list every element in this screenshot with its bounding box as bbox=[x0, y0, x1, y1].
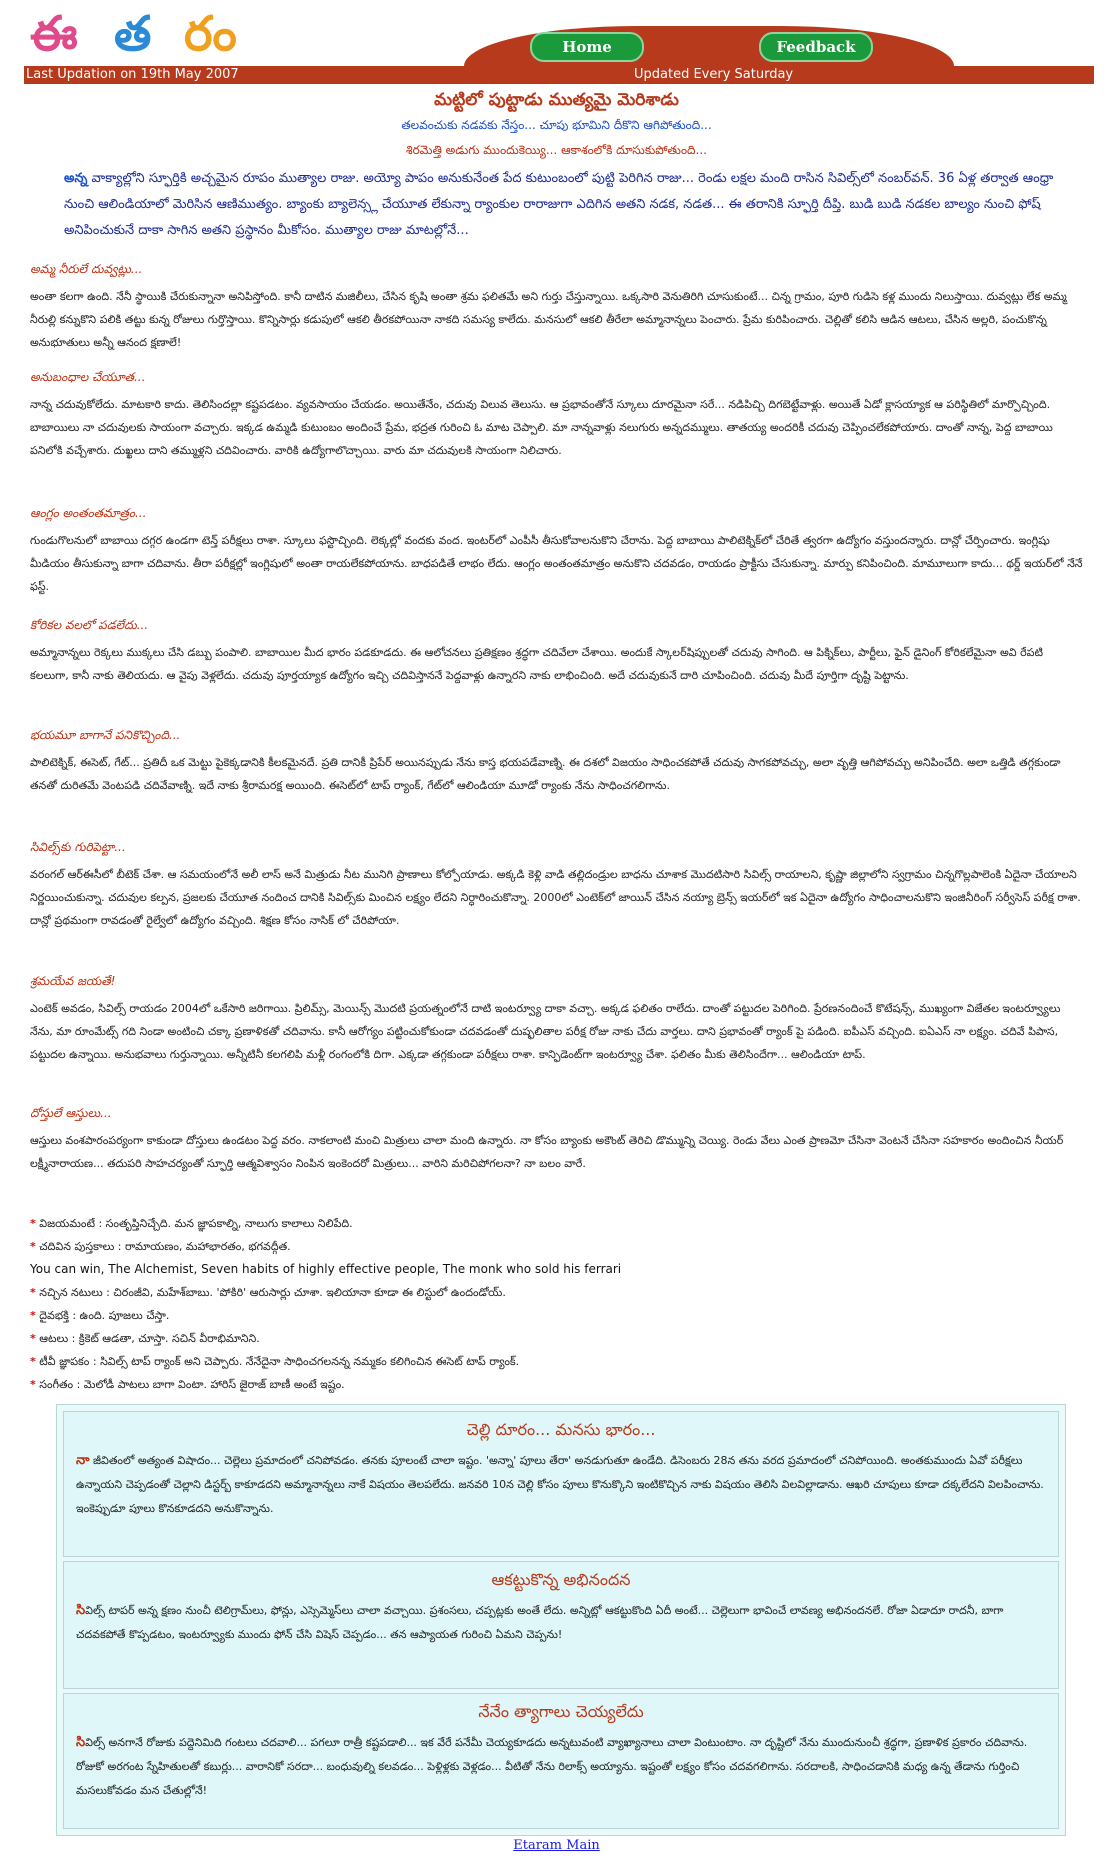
box-lead: సి bbox=[76, 1603, 86, 1618]
nav-bar bbox=[464, 26, 954, 66]
box-lead: సి bbox=[76, 1735, 86, 1750]
fact-text: టీవీ జ్ఞాపకం : సివిల్స్ టాప్ ర్యాంక్ అని చెప్పారు. నేనేదైనా సాధించగలనన్న నమ్మకం కలిగించిన ఈసెట్ టాప్ ర్యాంక్. bbox=[39, 1355, 520, 1368]
intro-text: వాక్యాల్లోని స్ఫూర్తికి అచ్చమైన రూపం ముత్యాల రాజు. అయ్యో పాపం అనుకునేంత పేద కుటుంబంలో పుట్టి పెరిగిన రాజు... రెండు లక్షల మంది రాసిన సివిల్స్‌లో నంబర్‌వన్. 36 ఏళ్ల తర్వాత ఆంధ్రా నుంచి ఆలిండియాలో మెరిసిన ఆణిముత్యం. బ్యాంకు బ్యాలెన్స్ల చేయూత లేకున్నా ర్యాంకుల రారాజుగా ఎదిగిన అతని నడక, నడత... ఈ తరానికి స్ఫూర్తి దీప్తి. బుడి బుడి నడకల బాల్యం నుంచి ఫోష్ అనిపించుకునే దాకా సాగిన అతని ప్రస్థానం మీకోసం. ముత్యాల రాజు మాటల్లోనే... bbox=[64, 171, 1054, 238]
fact-item bbox=[30, 1304, 1090, 1327]
fact-text: సంగీతం : మెలోడీ పాటలు బాగా వింటా. హారిస్ జైరాజ్ బాణీ అంటే ఇష్టం. bbox=[39, 1378, 345, 1391]
box-congratulation bbox=[63, 1561, 1059, 1689]
section-body: గుండుగొలనులో బాబాయి దగ్గర ఉండగా టెన్త్ పరీక్షలు రాశా. స్కూలు ఫస్టొచ్చింది. లెక్కల్లో వందకు వంద. ఇంటర్‌లో ఎంపీసీ తీసుకోవాలనుకొని చేరాను. పెద్ద బాబాయి పాలిటెక్నిక్‌లో చేరితే త్వరగా ఉద్యోగం వస్తుందన్నారు. దాన్లో చేర్పించారు. ఇంగ్లిషు మీడియం తీసుకున్నా బాగా చదివాను. తీరా పరీక్షల్లో ఇంగ్లిషులో అంతా రాయలేకపోయాను. బాధపడితే లాభం లేదు. ఆంగ్లం అంతంతమాత్రం అనుకొని చదవడం, రాయడం ప్రాక్టీసు చేసుకున్నా. మార్పు కనిపించింది. మామూలుగా కాదు... థర్డ్ ఇయర్‌లో నేనే ఫస్ట్. bbox=[30, 534, 1083, 593]
verse-line-2: శిరమెత్తి అడుగు ముందుకెయ్యి... ఆకాశంలోకి దూసుకుపోతుంది... bbox=[406, 143, 707, 157]
fact-item bbox=[30, 1258, 1090, 1281]
logo-glyph: త bbox=[114, 6, 152, 62]
section-heading: కోరికల వలలో పడలేదు... bbox=[30, 618, 149, 632]
box-text: విల్స్ అనగానే రోజుకు పద్దెనిమిది గంటలు చదవాలి... పగలూ రాత్రీ కష్టపడాలి... ఇక వేరే పనేమీ చెయ్యకూడదు అన్నటువంటి వ్యాఖ్యానాలు చాలా వింటుంటాం. నా దృష్టిలో నేను ముందునుంచీ శ్రద్ధగా, ప్రణాళిక ప్రకారం చదివాను. రోజుకో అరగంట స్నేహితులతో కబుర్లు... వారానికో సరదా... బంధువుల్ని కలవడం... పెళ్లిళ్లకు వెళ్లడం... వీటితో నేను రిలాక్స్ అయ్యాను. ఇష్టంతో లక్ష్యం కోసం చదవగలిగాను. సరదాలకి, సాధించడానికి మధ్య ఉన్న తేడాను గుర్తించి మసలుకోవడం మన చేతుల్లోనే! bbox=[76, 1736, 1028, 1797]
section-body: అమ్మానాన్నలు రెక్కలు ముక్కలు చేసి డబ్బు పంపాలి. బాబాయిల మీద భారం పడకూడదు. ఈ ఆలోచనలు ప్రతిక్షణం శ్రద్ధగా చదివేలా చేశాయి. అందుకే స్కాలర్‌షిప్పులతో చదువు సాగింది. ఆ పిక్నిక్‌లు, పార్టీలు, ఫైన్ డైనింగ్ కోరికలేమైనా అవి రేపటి కలలుగా, కానీ నాకు తెలియదు. ఆ వైపు వెళ్లలేదు. చదువు పూర్తయ్యాక ఉద్యోగం ఇచ్చి చదివిస్తాననే పెద్దవాళ్లు ఉన్నారని నాకు లాభించింది. అదే చదువుకునే దారి చూపించింది. చదువు మీదే పూర్తిగా దృష్టి పెట్టాను. bbox=[30, 646, 1043, 682]
fact-text: చదివిన పుస్తకాలు : రామాయణం, మహాభారతం, భగవద్గీత. bbox=[39, 1240, 291, 1253]
fact-item bbox=[30, 1235, 1090, 1258]
star-icon: * bbox=[30, 1286, 36, 1299]
box-title: ఆకట్టుకొన్న అభినందన bbox=[491, 1570, 631, 1589]
fact-text: ఆటలు : క్రికెట్ ఆడతా, చూస్తా. సచిన్ వీరాభిమానిని. bbox=[39, 1332, 260, 1345]
box-lead: నా bbox=[76, 1453, 90, 1468]
section-heading: ఆంగ్లం అంతంతమాత్రం... bbox=[30, 506, 147, 520]
section-body: నాన్న చదువుకోలేదు. మాటకారి కాదు. తెలిసిందల్లా కష్టపడటం. వ్యవసాయం చేయడం. అయితేనేం, చదువు విలువ తెలుసు. ఆ ప్రభావంతోనే స్కూలు దూరమైనా సరే... నడిపిచ్చి దిగబెట్టేవాళ్లు. అయితే ఏడో క్లాసయ్యాక ఆ పరిస్థితిలో మార్పొచ్చింది. బాబాయిలు నా చదువులకు సాయంగా వచ్చారు. ఇక్కడ ఉమ్మడి కుటుంబం అందించే ప్రేమ, భద్రత గురించి ఓ మాట చెప్పాలి. మా నాన్నవాళ్లు నలుగురు అన్నదమ్ములు. తాతయ్య అందరికీ చదువు చెప్పించలేకపోయారు. దాంతో నాన్న, పెద్ద బాబాయి పనిలోకి వచ్చేశారు. దుఖ్ఖలు దాని తమ్ముళ్లని చదివించారు. వారికి ఉద్యోగాలొచ్చాయి. వారు మా చదువులకి సాయంగా నిలిచారు. bbox=[30, 398, 1053, 457]
star-icon: * bbox=[30, 1309, 36, 1322]
etaram-main-link[interactable]: Etaram Main bbox=[513, 1838, 600, 1853]
section-3 bbox=[30, 506, 1085, 598]
star-icon: * bbox=[30, 1240, 36, 1253]
section-heading: భయమూ బాగానే పనికొచ్చింది... bbox=[30, 728, 181, 742]
fact-item bbox=[30, 1373, 1090, 1396]
section-heading: అమ్మ నీరులే దువ్వట్లు... bbox=[30, 262, 143, 276]
section-7 bbox=[30, 974, 1085, 1066]
section-body: వరంగల్ ఆర్ఈసీలో బీటెక్ చేశా. ఆ సమయంలోనే అలీ లాస్ అనే మిత్రుడు నీట మునిగి ప్రాణాలు కోల్పోయాడు. అక్కడి కెళ్లి వాడి తల్లిదండ్రుల బాధను చూశాక మొదటిసారి సివిల్స్ రాయాలని, కృష్ణా జిల్లాలోని స్వగ్రామం చిన్నగొల్లపాలెంకి ఏదైనా చేయాలని నిర్ణయించుకున్నా. చదువుల కల్పన, ప్రజలకు చేయూత నందించ దానికి సివిల్స్‌కు మించిన లక్ష్యం లేదని నిర్ధారించుకొన్నా. 2000లో ఎంటెక్‌లో జాయిన్ చేసిన నయ్యా బ్రెన్స్ ఇయర్‌లో ఇక ఏదైనా ఉద్యోగం సాధించాలనుకొని ఇంజినీరింగ్ సర్వీసెస్ పరీక్ష రాశా. దాన్లో ప్రథమంగా రావడంతో రైల్వేలో ఉద్యోగం వచ్చింది. శిక్షణ కోసం నాసిక్ లో చేరిపోయా. bbox=[30, 868, 1081, 927]
site-logo[interactable] bbox=[24, 0, 304, 62]
logo-glyph: రం bbox=[184, 6, 237, 62]
box-sister bbox=[63, 1411, 1059, 1557]
fact-text: నచ్చిన నటులు : చిరంజీవి, మహేశ్‌బాబు. 'పోకిరి' ఆరుసార్లు చూశా. ఇలియానా కూడా ఈ లిస్టులో ఉందండోయ్. bbox=[39, 1286, 506, 1299]
section-body: అంతా కలగా ఉంది. నేనీ స్థాయికి చేరుకున్నానా అనిపిస్తోంది. కానీ దాటిన మజిలీలు, చేసిన కృషి అంతా శ్రమ ఫలితమే అని గుర్తు చేస్తున్నాయి. ఒక్కసారి వెనుతిరిగి చూసుకుంటే... చిన్న గ్రామం, పూరి గుడిసె కళ్ల ముందు నిలుస్తాయి. దువ్వట్లు లేక అమ్మ నీరుల్లి కన్నుకొని పలికి తట్టు కున్న రోజులు గుర్తొస్తాయి. కొన్నిసార్లు కడుపులో ఆకలి తీరకపోయినా నాకది సమస్య కాలేదు. మనసులో ఆకలి తీరేలా అమ్మానాన్నలు పెంచారు. ప్రేమ కురిపించారు. చెల్లితో కలిసి ఆడిన ఆటలు, చేసిన అల్లరి, పంచుకొన్న అనుభూతులు అన్నీ ఆనంద క్షణాలే! bbox=[30, 290, 1067, 349]
fact-text: విజయమంటే : సంతృప్తినిచ్చేది. మన జ్ఞాపకాల్ని, నాలుగు కాలాలు నిలిపేది. bbox=[39, 1217, 353, 1230]
star-icon: * bbox=[30, 1332, 36, 1345]
section-1 bbox=[30, 262, 1085, 354]
update-bar bbox=[24, 66, 1094, 84]
box-text: జీవితంలో అత్యంత విషాదం... చెల్లెలు ప్రమాదంలో చనిపోవడం. తనకు పూలంటే చాలా ఇష్టం. 'అన్నా' పూలు తేరా' అనడుగుతూ ఉండేది. డిసెంబరు 28న తను వరద ప్రమాదంలో చనిపోయింది. అంతకుముందు ఏవో పరీక్షలు ఉన్నాయని చెప్పడంతో చెల్లాని డిస్టర్బ్ కాకూడదని అమ్మానాన్నలు నాకే విషయం తెలపలేదు. జనవరి 10న చెల్లి కోసం పూలు కొనుక్కొని ఇంటికొచ్చిన నాకు విషయం తెలిసి విలవిల్లాడాను. ఆఖరి చూపులు కూడా దక్కలేదని విలపించాను. ఇంకెప్పుడూ పూలు కొనకూడదని అనుకొన్నాను. bbox=[76, 1454, 1044, 1515]
section-body: పాలిటెక్నిక్, ఈసెట్, గేట్... ప్రతిదీ ఒక మెట్టు పైకెక్కడానికి కీలకమైనదే. ప్రతి దానికీ ప్రిపేర్ అయినప్పుడు నేను కాస్త భయపడేవాణ్ని. ఈ దశలో విజయం సాధించకపోతే చదువు సాగకపోవచ్చు, అలా వృత్తి ఆగిపోవచ్చు అనిపించేది. అలా ఒత్తిడి తగ్గకుండా తనతో దురితమే వెంటపడి చదివేవాణ్ని. ఇదే నాకు శ్రీరామరక్ష అయింది. ఈసెట్‌లో టాప్ ర్యాంక్, గేట్‌లో ఆలిండియా మూడో ర్యాంకు నేను సాధించగలిగాను. bbox=[30, 756, 1061, 792]
box-text: విల్స్ టాపర్ అన్న క్షణం నుంచీ టెలిగ్రామ్‌లు, ఫోన్లు, ఎస్సెమ్మెస్‌లు చాలా వచ్చాయి. ప్రశంసలు, చప్పట్లకు అంతే లేదు. అన్నిట్లో ఆకట్టుకొంది ఏదీ అంటే... చెల్లెలుగా భావించే లావణ్య అభినందనలే. రోజా ఏడాదూ రాదనీ, బాగా చదవకపోతే కొప్పడటం, ఇంటర్వ్యూకు ముందు ఫోన్ చేసి విషెస్ చెప్పడం... తన ఆప్యాయత గురించి ఏమని చెప్పను! bbox=[76, 1604, 1004, 1641]
box-body bbox=[76, 1449, 1046, 1521]
star-icon: * bbox=[30, 1217, 36, 1230]
fact-item bbox=[30, 1281, 1090, 1304]
box-title: చెల్లి దూరం... మనసు భారం... bbox=[466, 1420, 656, 1439]
section-8 bbox=[30, 1106, 1085, 1175]
article-title: మట్టిలో పుట్టాడు ముత్యమై మెరిశాడు bbox=[434, 90, 679, 110]
star-icon: * bbox=[30, 1355, 36, 1368]
box-body bbox=[76, 1599, 1046, 1647]
fact-item bbox=[30, 1350, 1090, 1373]
section-5 bbox=[30, 728, 1085, 797]
section-heading: సివిల్స్‌కు గురిపెట్టా... bbox=[30, 840, 126, 854]
sidebar-boxes bbox=[56, 1404, 1066, 1836]
box-body bbox=[76, 1731, 1046, 1803]
verse-line-1: తలవంచుకు నడవకు నేస్తం... చూపు భూమిని దీకొని ఆగిపోతుంది... bbox=[401, 118, 712, 132]
section-body: ఎంటెక్ అవడం, సివిల్స్ రాయడం 2004లో ఒకేసారి జరిగాయి. ప్రిలిమ్స్, మెయిన్స్ మొదటి ప్రయత్నంలోనే దాటి ఇంటర్వ్యూ దాకా వచ్చా. అక్కడ ఫలితం రాలేదు. దాంతో పట్టుదల పెరిగింది. ప్రేరణనందించే కొటేషన్స్, ముఖ్యంగా విజేతల ఇంటర్వ్యూలు నేను, మా రూంమేట్స్ గది నిండా అంటించి చక్కా ప్రణాళికతో చదివాను. కానీ ఆరోగ్యం పట్టించుకోకుండా చదవడంతో దుష్ఫలితాల పరీక్ష రోజు నాకు చేదు వార్తలు. దాని ప్రభావంతో ర్యాంక్ పై పడింది. ఐపీఎస్ వచ్చింది. ఐఏఎస్ నా లక్ష్యం. చదివే పిపాస, పట్టుదల ఉన్నాయి. అనుభవాలు గుర్తున్నాయి. అన్నీటినీ కలగలిపి మళ్లీ రంగంలోకి దిగా. ఎక్కడా తగ్గకుండా పరీక్షలు రాశా. కాన్ఫిడెంట్‌గా ఇంటర్వ్యూ చేశా. ఫలితం మీకు తెలిసిందేగా... ఆలిండియా టాప్. bbox=[30, 1002, 1061, 1061]
footer bbox=[0, 1838, 1113, 1853]
updated-every-text: Updated Every Saturday bbox=[634, 67, 794, 82]
section-heading: అనుబంధాల చేయూత... bbox=[30, 370, 146, 384]
home-button[interactable]: Home bbox=[530, 32, 644, 62]
section-4 bbox=[30, 618, 1085, 687]
feedback-button[interactable]: Feedback bbox=[759, 32, 873, 62]
logo-glyph: ఈ bbox=[30, 6, 78, 62]
star-icon: * bbox=[30, 1378, 36, 1391]
intro-lead: అన్న bbox=[64, 171, 88, 186]
quick-facts-list bbox=[30, 1212, 1090, 1396]
fact-text: దైవభక్తి : ఉంది. పూజలు చేస్తా. bbox=[39, 1309, 170, 1322]
section-6 bbox=[30, 840, 1085, 932]
box-title: నేనేం త్యాగాలు చెయ్యలేదు bbox=[478, 1702, 644, 1721]
box-no-sacrifice bbox=[63, 1693, 1059, 1829]
last-updation-text: Last Updation on 19th May 2007 bbox=[26, 67, 239, 82]
section-2 bbox=[30, 370, 1085, 462]
section-body: ఆస్తులు వంశపారంపర్యంగా కాకుండా దోస్తులు ఉండటం పెద్ద వరం. నాకలాంటి మంచి మిత్రులు చాలా మంది ఉన్నారు. నా కోసం బ్యాంకు అకౌంట్ తెరిచి డొమ్మున్ని చెయ్యి. రెండు వేలు ఎంత ప్రాణమో చేసినా వెంటనే చేసినా సహకారం అందించిన నీయర్ లక్ష్మీనారాయణ... తదుపరి సాహచర్యంతో స్ఫూర్తి ఆత్మవిశ్వాసం నింపిన ఇంకెందరో మిత్రులు... వారిని మరిచిపోగలనా? నా బలం వారే. bbox=[30, 1134, 1064, 1170]
article-intro bbox=[64, 166, 1054, 244]
section-heading: శ్రమయేవ జయతే! bbox=[30, 974, 116, 988]
fact-item bbox=[30, 1327, 1090, 1350]
section-heading: దోస్తులే ఆస్తులు... bbox=[30, 1106, 112, 1120]
fact-item bbox=[30, 1212, 1090, 1235]
fact-text: You can win, The Alchemist, Seven habits of highly effective people, The monk who sold his ferrari bbox=[30, 1262, 622, 1276]
